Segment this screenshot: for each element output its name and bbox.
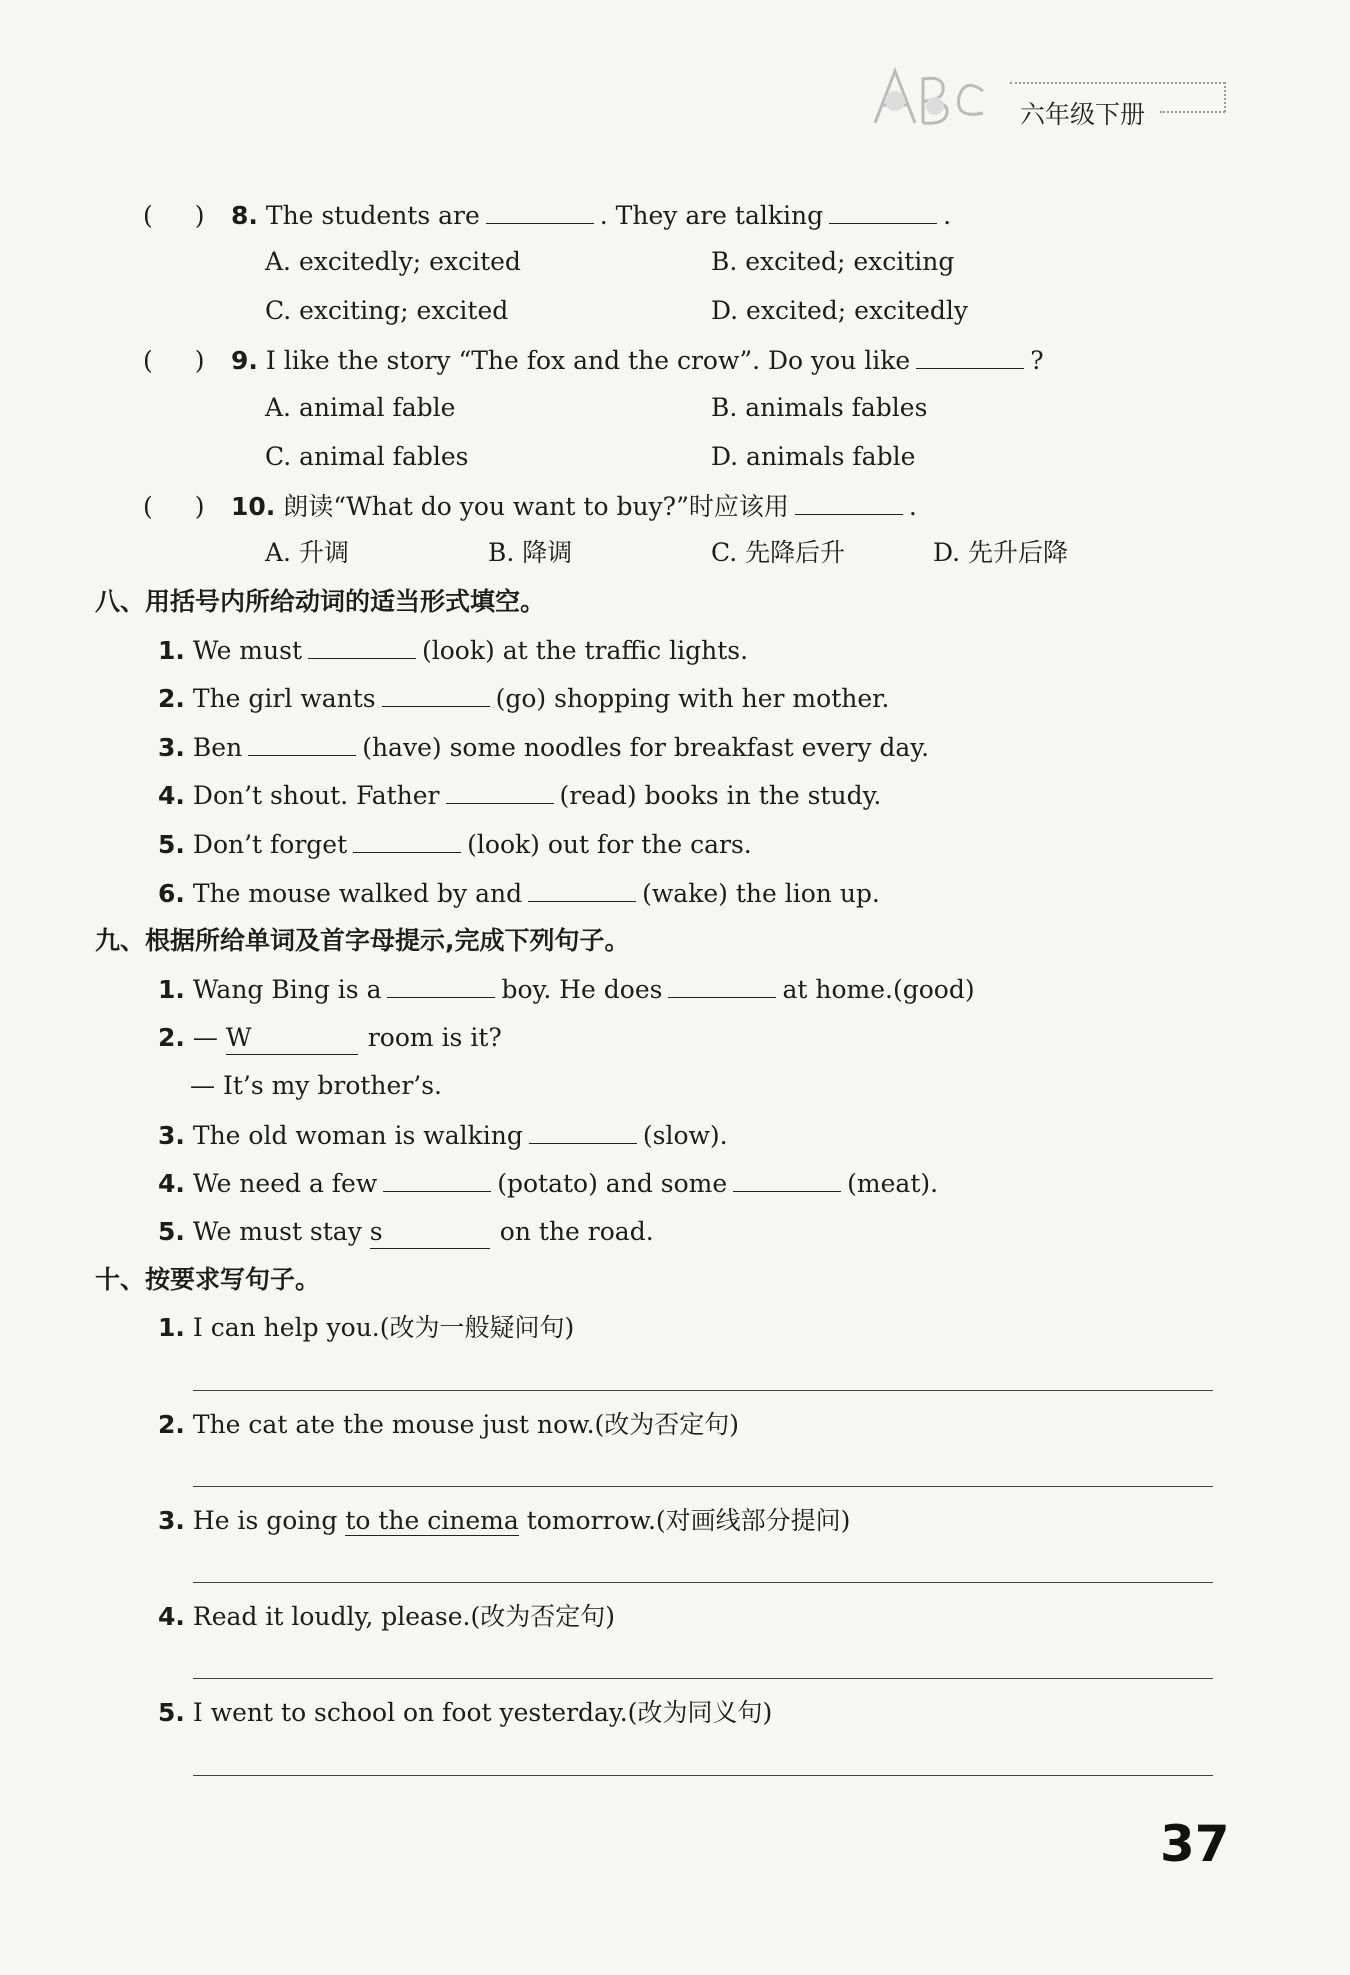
fill-blank[interactable] [916,344,1024,369]
item-text: (read) books in the study. [559,781,882,810]
item-text: room is it? [367,1023,502,1052]
item-text: The old woman is walking [192,1121,523,1150]
item-text: on the road. [499,1217,654,1246]
answer-line[interactable] [193,1582,1213,1583]
item-text: The mouse walked by and [192,879,523,908]
answer-paren: ( ) [143,201,205,230]
s10-item-2 [158,1409,739,1441]
item-text: Ben [192,733,243,762]
question-text: . [908,492,917,521]
item-number: 1. [158,1313,185,1342]
fill-blank[interactable] [248,731,356,756]
answer-line[interactable] [193,1390,1213,1391]
item-number: 2. [158,684,185,713]
hint-blank[interactable] [370,1216,490,1249]
question-text: ? [1030,346,1044,375]
page-number: 37 [1160,1815,1230,1873]
option-b[interactable]: B. animals fables [711,393,928,422]
option-d[interactable]: D. excited; excitedly [711,296,969,325]
question-text: . They are talking [599,201,824,230]
item-text: (look) out for the cars. [467,830,752,859]
grade-label: 六年级下册 [1020,100,1146,129]
item-text: Don’t shout. Father [192,781,440,810]
fill-blank[interactable] [795,490,903,515]
item-number: 4. [158,781,185,810]
fill-blank[interactable] [529,1119,637,1144]
question-text: . [943,201,952,230]
question-text: The students are [265,201,480,230]
fill-blank[interactable] [446,779,554,804]
s9-item-4 [158,1167,938,1200]
option-c[interactable]: C. animal fables [265,442,469,471]
fill-blank[interactable] [829,199,937,224]
s10-item-1 [158,1312,574,1344]
option-c[interactable]: C. exciting; excited [265,296,509,325]
item-text: Read it loudly, please.(改为否定句) [192,1602,615,1631]
hint-letter: s [369,1217,383,1246]
item-text: (go) shopping with her mother. [495,684,890,713]
s9-item-3 [158,1119,728,1152]
hint-blank[interactable] [226,1022,358,1055]
option-b[interactable]: B. 降调 [488,538,573,567]
item-text: I went to school on foot yesterday.(改为同义句) [192,1698,773,1727]
answer-line[interactable] [193,1775,1213,1776]
s10-item-3 [158,1505,850,1537]
option-d[interactable]: D. animals fable [711,442,916,471]
question-10 [143,490,917,523]
item-number: 2. [158,1023,185,1052]
item-text: (meat). [847,1169,939,1198]
question-9 [143,344,1044,377]
question-text: 朗读“What do you want to buy?”时应该用 [283,492,789,521]
s8-item-3 [158,731,929,764]
s9-item-1 [158,973,975,1006]
s8-item-4 [158,779,881,812]
question-number: 9. [231,346,258,375]
option-b[interactable]: B. excited; exciting [711,247,955,276]
underlined-phrase: to the cinema [345,1506,519,1535]
header-rule-top [1010,82,1225,84]
item-number: 5. [158,830,185,859]
fill-blank[interactable] [353,828,461,853]
fill-blank[interactable] [528,877,636,902]
answer-line[interactable] [193,1678,1213,1679]
item-number: 3. [158,733,185,762]
item-number: 4. [158,1169,185,1198]
section-10-title: 十、按要求写句子。 [95,1265,321,1294]
item-number: 2. [158,1410,185,1439]
s8-item-6 [158,877,880,910]
item-number: 6. [158,879,185,908]
item-text: — [192,1023,226,1052]
option-a[interactable]: A. animal fable [265,393,456,422]
item-text: (slow). [642,1121,728,1150]
item-number: 1. [158,636,185,665]
s9-item-5 [158,1216,654,1249]
fill-blank[interactable] [733,1167,841,1192]
fill-blank[interactable] [668,973,776,998]
s10-item-5 [158,1697,772,1729]
item-text: tomorrow.(对画线部分提问) [518,1506,851,1535]
answer-line[interactable] [193,1486,1213,1487]
page-header [855,55,1235,135]
item-number: 1. [158,975,185,1004]
item-number: 3. [158,1121,185,1150]
fill-blank[interactable] [387,973,495,998]
section-9-title: 九、根据所给单词及首字母提示,完成下列句子。 [95,926,630,955]
question-number: 10. [231,492,276,521]
item-text: I can help you.(改为一般疑问句) [192,1313,575,1342]
s8-item-2 [158,682,889,715]
fill-blank[interactable] [382,682,490,707]
question-text: I like the story “The fox and the crow”. Do you like [265,346,911,375]
item-text: (have) some noodles for breakfast every day. [362,733,930,762]
abc-logo-icon [865,61,995,131]
option-c[interactable]: C. 先降后升 [711,538,846,567]
s8-item-1 [158,634,748,667]
s9-item-2-reply: — It’s my brother’s. [190,1071,442,1100]
hint-letter: W [225,1023,252,1052]
fill-blank[interactable] [486,199,594,224]
item-number: 4. [158,1602,185,1631]
item-number: 5. [158,1217,185,1246]
item-text: (wake) the lion up. [642,879,880,908]
answer-paren: ( ) [143,346,205,375]
item-number: 3. [158,1506,185,1535]
item-text: We must stay [192,1217,370,1246]
fill-blank[interactable] [308,634,416,659]
s10-item-4 [158,1601,615,1633]
s8-item-5 [158,828,752,861]
item-text: at home.(good) [782,975,975,1004]
item-text: We need a few [192,1169,378,1198]
option-d[interactable]: D. 先升后降 [933,538,1069,567]
header-rule-side [1224,82,1226,112]
question-8 [143,199,951,232]
answer-paren: ( ) [143,492,205,521]
item-text: He is going [192,1506,346,1535]
item-text: The cat ate the mouse just now.(改为否定句) [192,1410,740,1439]
fill-blank[interactable] [383,1167,491,1192]
item-text: Don’t forget [192,830,348,859]
item-text: boy. He does [501,975,663,1004]
item-text: The girl wants [192,684,376,713]
option-a[interactable]: A. 升调 [265,538,349,567]
item-text: (potato) and some [497,1169,728,1198]
item-number: 5. [158,1698,185,1727]
question-number: 8. [231,201,258,230]
item-text: Wang Bing is a [192,975,382,1004]
item-text: We must [192,636,302,665]
item-text: (look) at the traffic lights. [422,636,749,665]
s9-item-2 [158,1022,502,1055]
option-a[interactable]: A. excitedly; excited [265,247,521,276]
header-rule-bottom [1160,111,1225,113]
section-8-title: 八、用括号内所给动词的适当形式填空。 [95,587,546,616]
